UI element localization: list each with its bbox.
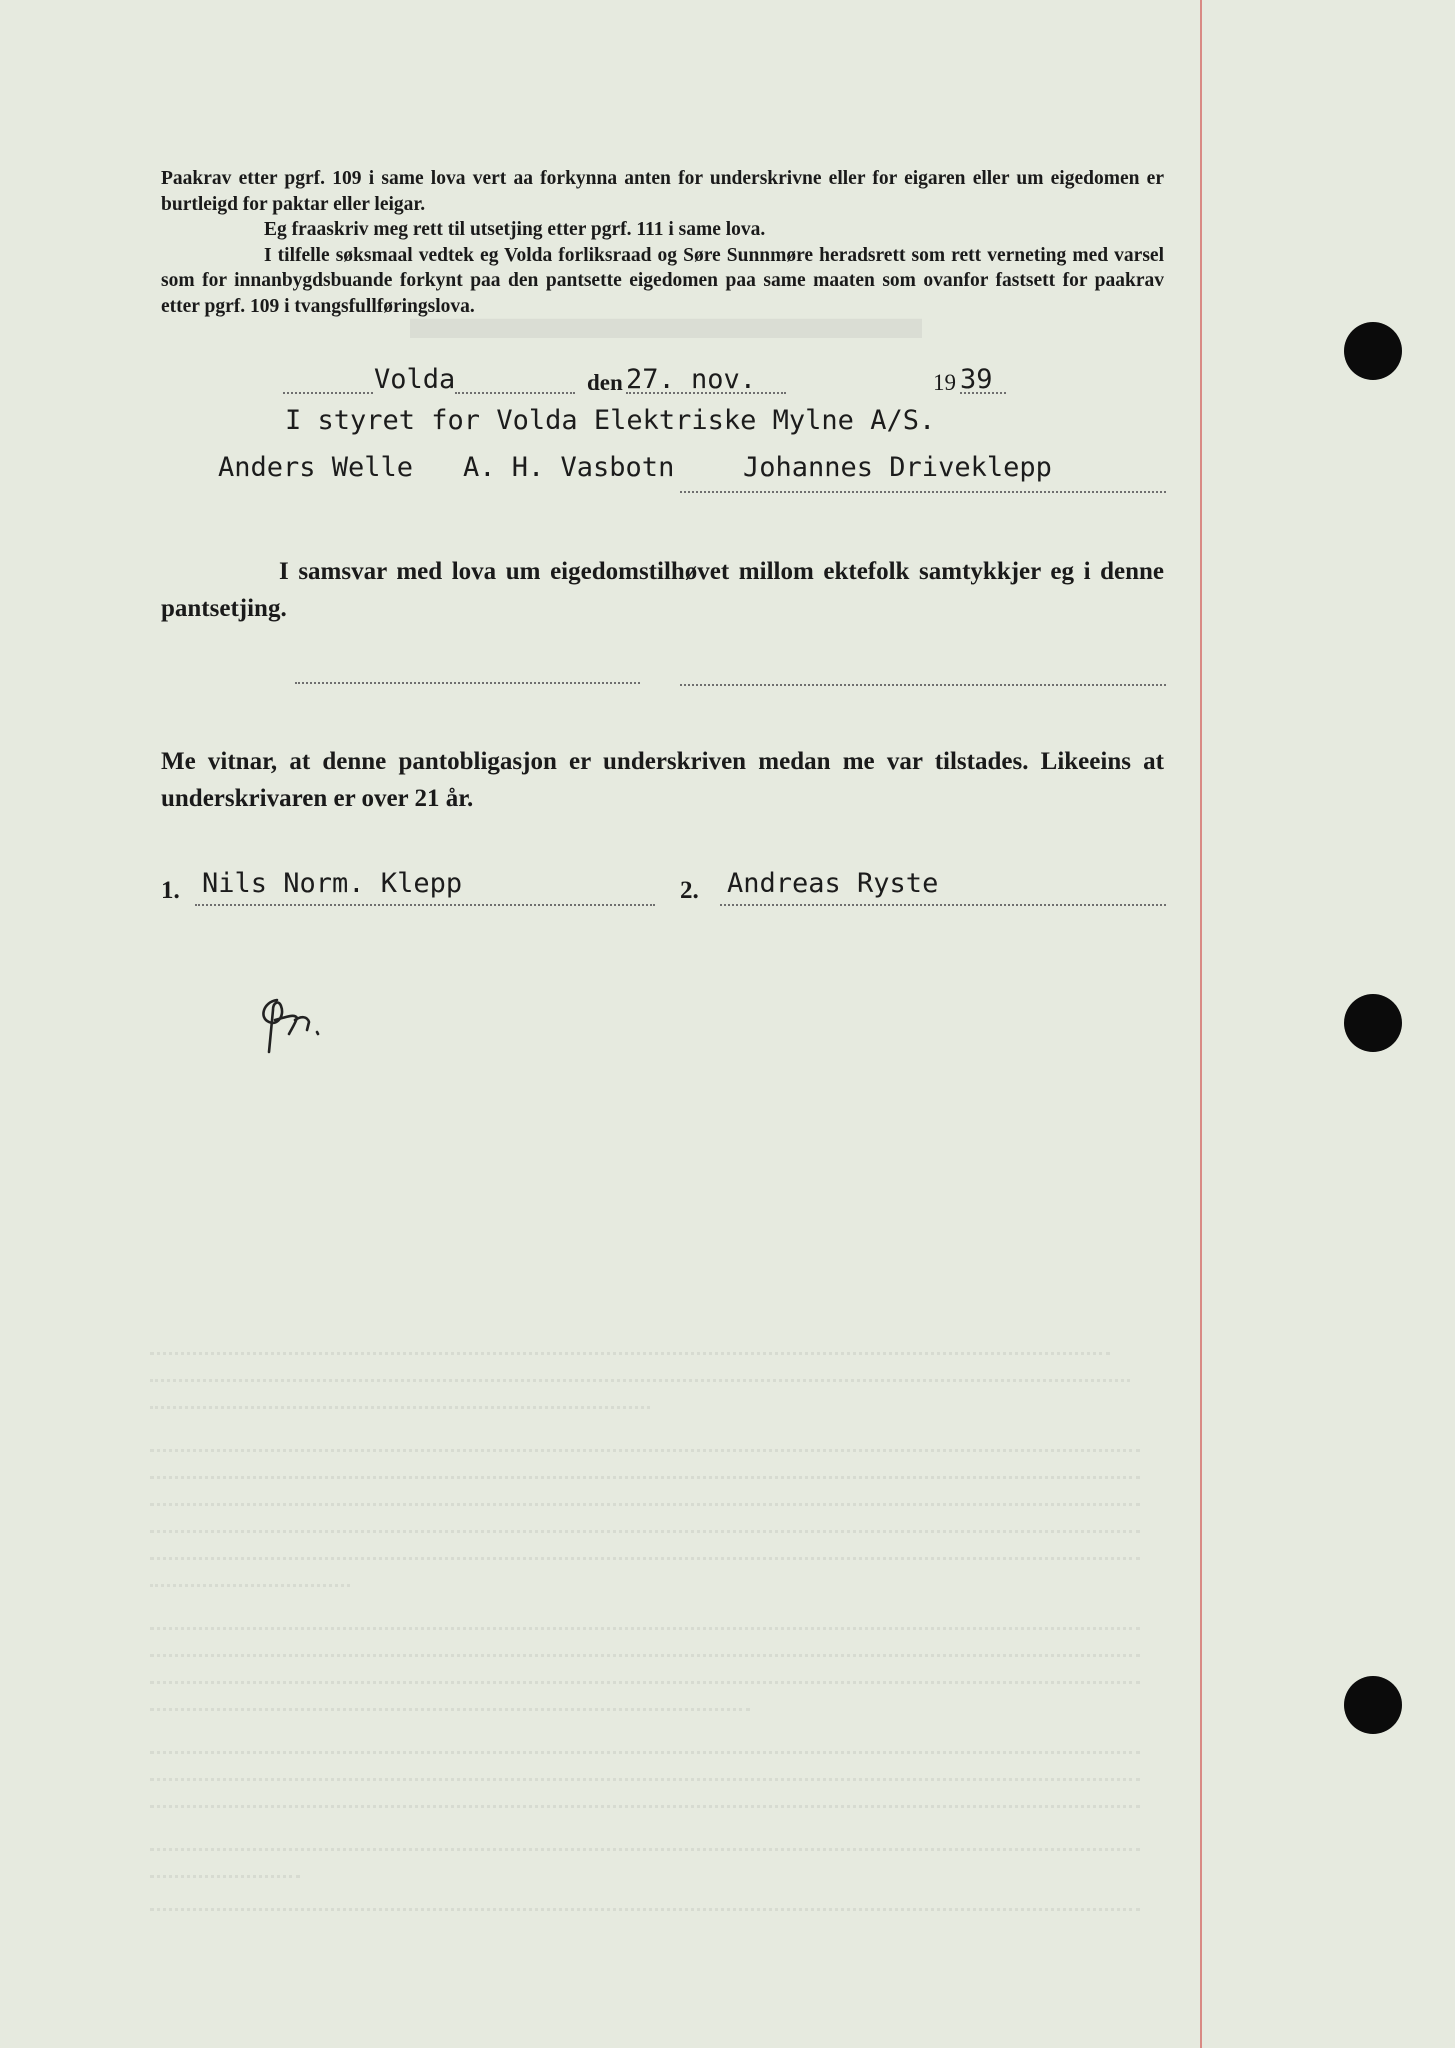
punch-hole-bottom — [1344, 1676, 1402, 1734]
witness-2-dotline — [720, 904, 1166, 906]
consent-dotline-left — [295, 682, 640, 684]
signatory-3: Johannes Driveklepp — [743, 452, 1052, 483]
board-line: I styret for Volda Elektriske Mylne A/S. — [285, 405, 936, 436]
clause-soksmaal: I tilfelle søksmaal vedtek eg Volda forliksraad og Søre Sunnmøre heradsrett som rett verneting med varsel som for innanbygdsbuande forkynt paa den pantsette eigedomen paa same maaten som ovanfor fastsett for paakrav etter pgrf. 109 i tvangsfullføringslova. — [161, 244, 1164, 317]
place-dotline-tail — [455, 392, 575, 394]
den-label: den — [587, 370, 623, 395]
handwritten-initials — [255, 990, 365, 1060]
printed-clauses — [161, 166, 1164, 319]
witness-2-number: 2. — [680, 877, 699, 904]
witness-clause: Me vitnar, at denne pantobligasjon er underskriven medan me var tilstades. Likeeins at underskrivaren er over 21 år. — [161, 748, 1164, 812]
place-dotline-lead — [283, 392, 373, 394]
consent-dotline-right — [680, 684, 1166, 686]
witness-2-name: Andreas Ryste — [727, 868, 939, 899]
bleed-through-title: ▬▬▬▬▬▬▬▬ — [410, 281, 922, 352]
signature-dotline — [680, 491, 1166, 493]
clause-paakrav: Paakrav etter pgrf. 109 i same lova vert aa forkynna anten for underskrivne eller for eigaren eller um eigedomen er burtleigd for paktar eller leigar. — [161, 168, 1164, 215]
punch-hole-top — [1344, 322, 1402, 380]
date: 27. nov. — [626, 364, 757, 395]
place: Volda — [374, 364, 456, 395]
punch-hole-middle — [1344, 994, 1402, 1052]
witness-1-name: Nils Norm. Klepp — [202, 868, 463, 899]
consent-clause: I samsvar med lova um eigedomstilhøvet millom ektefolk samtykkjer eg i denne pantsetjing. — [161, 558, 1164, 622]
year-prefix: 19 — [933, 370, 956, 395]
margin-rule — [1200, 0, 1202, 2048]
signatory-1: Anders Welle — [218, 452, 414, 483]
year-suffix: 39 — [960, 364, 993, 395]
witness-1-number: 1. — [161, 877, 180, 904]
year-dotline — [960, 392, 1006, 394]
signatory-2: A. H. Vasbotn — [463, 452, 675, 483]
bleed-through-text — [150, 1340, 1150, 1960]
clause-utsetjing: Eg fraaskriv meg rett til utsetjing etter pgrf. 111 i same lova. — [264, 219, 766, 240]
witness-1-dotline — [195, 904, 655, 906]
